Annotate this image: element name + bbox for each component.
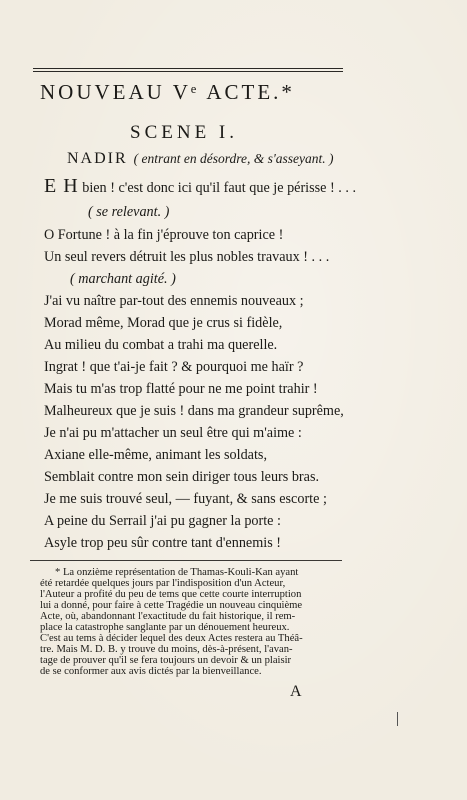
verse-text: bien ! c'est donc ici qu'il faut que je périsse ! . . . [82,180,357,196]
verse-line: Je n'ai pu m'attacher un seul être qui m'aime : [44,425,302,441]
footnote-rule [30,560,342,561]
signature-mark: A [290,683,302,700]
verse-line: J'ai vu naître par-tout des ennemis nouveaux ; [44,293,304,309]
footnote-line: tre. Mais M. D. B. y trouve du moins, dès-à-présent, l'avan- [40,644,293,655]
footnote-line: tage de prouver qu'il se fera toujours un devoir & un plaisir [40,655,292,666]
header-rule-top [33,68,343,69]
footnote-line: été retardée quelques jours par l'indisposition d'un Acteur, [40,578,286,589]
stage-direction: ( se relevant. ) [88,204,170,220]
footnote-line: l'Auteur a profité du peu de tems que cette courte interruption [40,589,302,600]
stage-direction: ( marchant agité. ) [70,271,176,287]
verse-line: Mais tu m'as trop flatté pour ne me point trahir ! [44,381,318,397]
speaker-stage-direction: ( entrant en désordre, & s'asseyant. ) [133,151,334,166]
verse-line: Au milieu du combat a trahi ma querelle. [44,337,278,353]
verse-line: Axiane elle-même, animant les soldats, [44,447,267,463]
scene-title: SCENE I. [130,122,238,143]
pen-mark [397,712,398,726]
act-title: NOUVEAU Vᵉ ACTE.* [40,80,295,104]
verse-line: Ingrat ! que t'ai-je fait ? & pourquoi me haïr ? [44,359,304,375]
verse-line: Malheureux que je suis ! dans ma grandeur suprême, [44,403,344,419]
footnote-line: lui a donné, pour faire à cette Tragédie un nouveau cinquième [40,600,303,611]
verse-line: Je me suis trouvé seul, — fuyant, & sans escorte ; [44,491,327,507]
footnote-line: C'est au tems à décider lequel des deux Actes restera au Théâ- [40,633,303,644]
verse-line: A peine du Serrail j'ai pu gagner la porte : [44,513,281,529]
verse-line: Un seul revers détruit les plus nobles travaux ! . . . [44,249,330,265]
footnote-line: Acte, où, abandonnant l'exactitude du fait historique, il rem- [40,611,296,622]
header-rule-bottom [33,71,343,72]
footnote-line: place la catastrophe sanglante par un dénouement heureux. [40,622,290,633]
verse-line: Asyle trop peu sûr contre tant d'ennemis ! [44,535,281,551]
drop-cap: E H [44,175,79,197]
footnote-line: * La onzième représentation de Thamas-Kouli-Kan ayant [55,567,299,578]
speaker-heading [67,150,334,168]
verse-line: Morad même, Morad que je crus si fidèle, [44,315,283,331]
verse-line-1 [44,176,356,196]
footnote-line: de se conformer aux avis dictés par la bienveillance. [40,666,262,677]
verse-line: Semblait contre mon sein diriger tous leurs bras. [44,469,320,485]
verse-line: O Fortune ! à la fin j'éprouve ton caprice ! [44,227,284,243]
speaker-name: NADIR [67,150,128,167]
